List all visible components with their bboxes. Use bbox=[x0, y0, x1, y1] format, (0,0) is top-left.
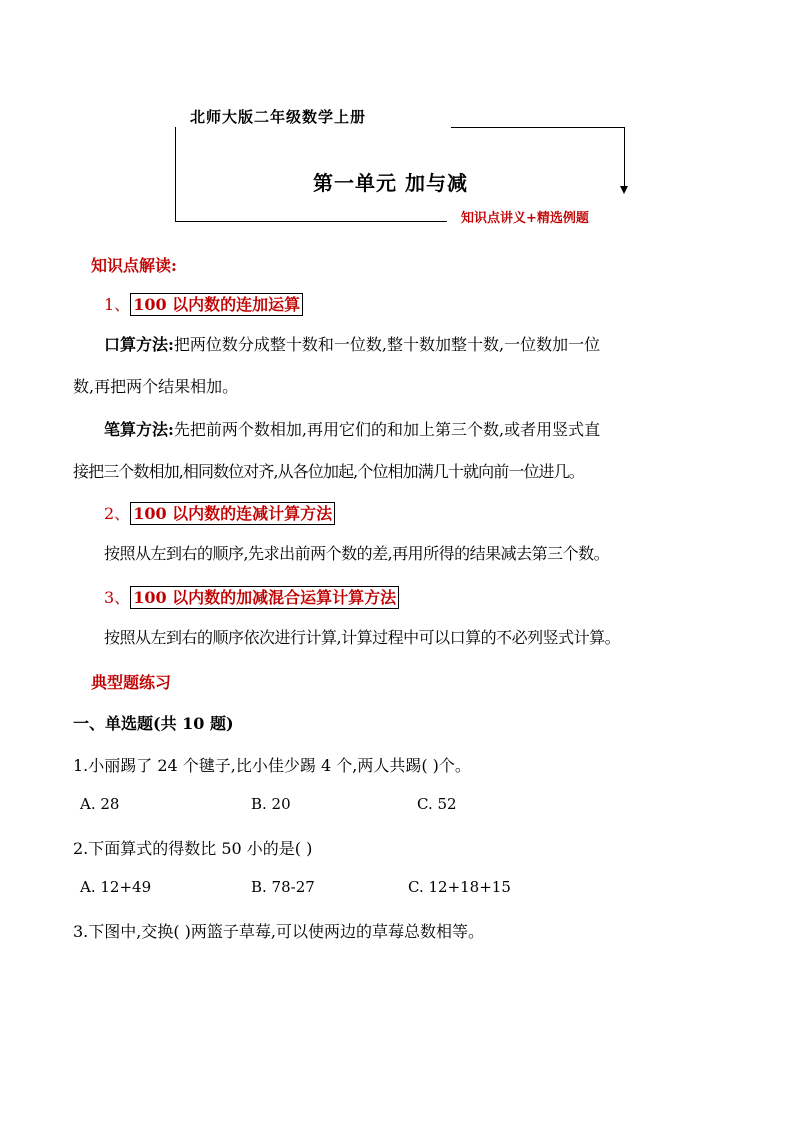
header-frame-right-line bbox=[624, 127, 625, 187]
topic-number: 2、 bbox=[104, 504, 131, 523]
question-2-option-a: A. 12+49 bbox=[80, 878, 152, 896]
topic-number: 3、 bbox=[104, 588, 131, 607]
question-1-option-b: B. 20 bbox=[251, 795, 291, 813]
header-frame-left-line bbox=[175, 127, 176, 222]
written-method-label: 笔算方法: bbox=[104, 420, 174, 439]
question-3: 3.下图中,交换( )两篮子草莓,可以使两边的草莓总数相等。 bbox=[73, 922, 485, 941]
subtitle-label: 知识点讲义+精选例题 bbox=[461, 211, 589, 226]
oral-method-label: 口算方法: bbox=[104, 335, 174, 354]
written-method-text: 先把前两个数相加,再用它们的和加上第三个数,或者用竖式直 bbox=[173, 420, 601, 439]
practice-heading: 典型题练习 bbox=[91, 673, 172, 692]
topic-number: 1、 bbox=[104, 295, 131, 314]
topic-title: 100 以内数的连减计算方法 bbox=[130, 502, 335, 525]
header-frame-top-line bbox=[451, 127, 625, 128]
oral-method-text: 把两位数分成整十数和一位数,整十数加整十数,一位数加一位 bbox=[173, 335, 601, 354]
series-label: 北师大版二年级数学上册 bbox=[190, 108, 367, 126]
subtraction-method-text: 按照从左到右的顺序,先求出前两个数的差,再用所得的结果减去第三个数。 bbox=[104, 544, 610, 563]
question-2: 2.下面算式的得数比 50 小的是( ) bbox=[73, 839, 313, 858]
written-method-line-2: 接把三个数相加,相同数位对齐,从各位加起,个位相加满几十就向前一位进几。 bbox=[73, 462, 584, 481]
topic-title: 100 以内数的连加运算 bbox=[130, 293, 303, 316]
oral-method-line-2: 数,再把两个结果相加。 bbox=[73, 377, 239, 396]
topic-title: 100 以内数的加减混合运算计算方法 bbox=[130, 586, 399, 609]
topic-1 bbox=[104, 292, 303, 315]
unit-title: 第一单元 加与减 bbox=[313, 171, 468, 195]
oral-method-line-1 bbox=[104, 335, 600, 355]
topic-3 bbox=[104, 585, 399, 608]
topic-2 bbox=[104, 501, 335, 524]
question-1-option-c: C. 52 bbox=[417, 795, 457, 813]
question-2-option-b: B. 78-27 bbox=[251, 878, 315, 896]
question-1: 1.小丽踢了 24 个毽子,比小佳少踢 4 个,两人共踢( )个。 bbox=[73, 756, 471, 775]
question-2-option-c: C. 12+18+15 bbox=[408, 878, 511, 896]
mixed-method-text: 按照从左到右的顺序依次进行计算,计算过程中可以口算的不必列竖式计算。 bbox=[104, 628, 621, 647]
knowledge-heading: 知识点解读: bbox=[91, 256, 177, 275]
header-frame-bottom-line bbox=[175, 221, 447, 222]
question-1-option-a: A. 28 bbox=[80, 795, 120, 813]
section-title: 一、单选题(共 10 题) bbox=[73, 714, 234, 733]
arrow-down-icon bbox=[620, 186, 628, 194]
written-method-line-1 bbox=[104, 420, 600, 440]
